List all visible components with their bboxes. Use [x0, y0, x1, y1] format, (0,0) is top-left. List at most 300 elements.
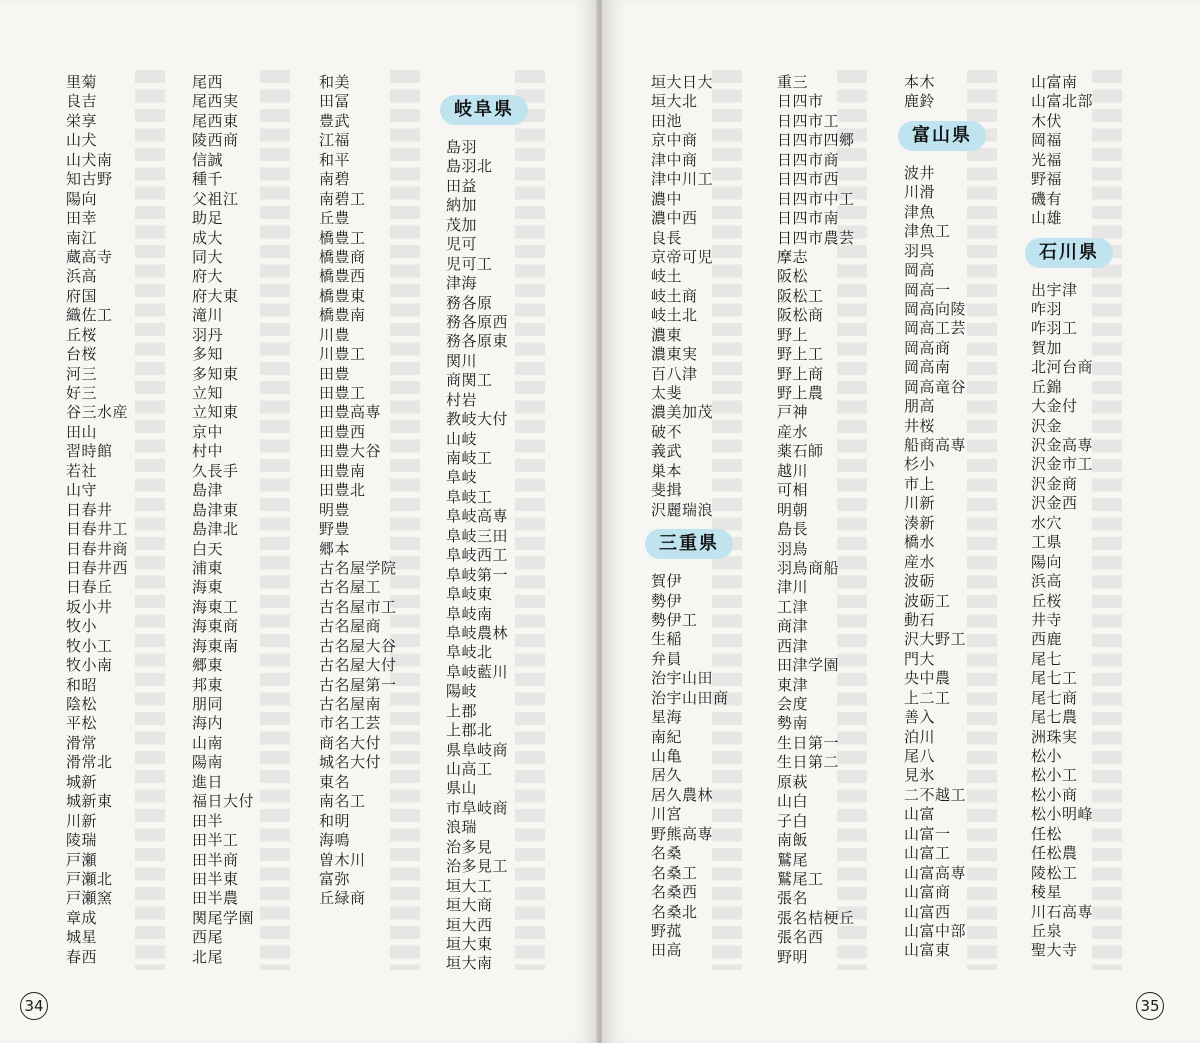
school-entry: 里菊 — [66, 73, 98, 91]
school-entry: 星海 — [651, 708, 683, 727]
school-entry: 松小明峰 — [1031, 805, 1094, 824]
school-entry: 日四市南 — [777, 209, 840, 228]
school-entry: 明豊 — [319, 500, 351, 519]
school-entry: 治多見工 — [446, 857, 509, 876]
school-entry: 尾七農 — [1031, 708, 1078, 727]
school-entry: 上二工 — [904, 688, 951, 707]
school-entry: 任松農 — [1031, 844, 1078, 863]
school-entry: 橋豊西 — [319, 267, 366, 286]
school-entry: 日春井工 — [66, 520, 129, 539]
school-entry: 名桑 — [651, 844, 683, 863]
school-entry: 京中商 — [651, 131, 698, 150]
school-entry: 大金付 — [1031, 397, 1078, 416]
school-entry: 郷本 — [319, 539, 351, 558]
school-entry: 和平 — [319, 150, 351, 169]
school-entry: 井桜 — [904, 416, 936, 435]
school-entry: 古名屋学院 — [319, 558, 397, 577]
school-list-col4 — [446, 86, 528, 974]
school-entry: 種千 — [192, 170, 224, 189]
school-entry: 勢伊工 — [651, 610, 698, 629]
school-entry: 南碧工 — [319, 189, 366, 208]
school-entry: 日四市工 — [777, 111, 840, 130]
school-entry: 古名屋第一 — [319, 675, 397, 694]
school-entry: 野熊高専 — [651, 824, 714, 843]
school-entry: 義武 — [651, 442, 683, 461]
school-entry: 日春丘 — [66, 578, 113, 597]
school-entry: 野明 — [777, 947, 809, 966]
school-entry: 滝川 — [192, 306, 224, 325]
school-entry: 田半東 — [192, 869, 239, 888]
school-entry: 岡福 — [1031, 131, 1063, 150]
school-entry: 名桑西 — [651, 883, 698, 902]
school-entry: 川石高専 — [1031, 902, 1094, 921]
school-entry: 習時館 — [66, 442, 113, 461]
school-entry: 日四市西 — [777, 170, 840, 189]
school-entry: 田幸 — [66, 209, 98, 228]
school-entry: 工県 — [1031, 533, 1063, 552]
school-entry: 県山 — [446, 779, 478, 798]
school-entry: 古名屋南 — [319, 695, 382, 713]
school-entry: 野上商 — [777, 364, 824, 383]
school-entry: 百八津 — [651, 364, 698, 383]
school-entry: 河三 — [66, 364, 98, 383]
school-entry: 明朝 — [777, 500, 809, 519]
school-entry: 垣大西 — [446, 915, 493, 934]
school-entry: 松小工 — [1031, 766, 1078, 785]
school-entry: 日春井 — [66, 500, 113, 519]
school-entry: 橋豊東 — [319, 286, 366, 305]
school-entry: 西尾 — [192, 928, 224, 947]
school-entry: 羽鳥商船 — [777, 558, 840, 577]
school-entry: 垣大南 — [446, 954, 493, 973]
school-entry: 白天 — [192, 539, 224, 558]
school-entry: 城新 — [66, 772, 98, 791]
school-entry: 岡高一 — [904, 280, 951, 299]
school-entry: 陽岐 — [446, 682, 478, 701]
school-entry: 島長 — [777, 520, 809, 539]
school-list-col3 — [904, 73, 986, 961]
school-entry: 多知 — [192, 345, 224, 364]
school-entry: 戸神 — [777, 403, 809, 422]
page-number: 35 — [1136, 992, 1164, 1020]
school-entry: 山犬南 — [66, 150, 113, 169]
school-entry: 橋豊工 — [319, 228, 366, 247]
school-entry: 陵西商 — [192, 131, 239, 150]
school-entry: 務各原 — [446, 293, 493, 312]
school-entry: 陰松 — [66, 695, 98, 713]
school-entry: 可相 — [777, 481, 809, 500]
school-entry: 島羽北 — [446, 157, 493, 176]
school-entry: 原萩 — [777, 772, 809, 791]
school-entry: 山富 — [904, 805, 936, 824]
school-entry: 岡高竜谷 — [904, 377, 967, 396]
school-entry: 滑常 — [66, 733, 98, 752]
school-list-col1 — [651, 73, 733, 961]
school-entry: 阪松工 — [777, 286, 824, 305]
school-entry: 朋高 — [904, 397, 936, 416]
prefecture-label: 石川県 — [1025, 238, 1113, 268]
school-entry: 沢金西 — [1031, 494, 1078, 513]
school-entry: 名桑工 — [651, 863, 698, 882]
school-entry: 納加 — [446, 196, 478, 215]
school-entry: 東津 — [777, 675, 809, 694]
school-entry: 居久 — [651, 766, 683, 785]
school-entry: 谷三水産 — [66, 403, 129, 422]
school-entry: 阜岐西工 — [446, 546, 509, 565]
prefecture-heading — [440, 91, 528, 130]
school-entry: 田豊北 — [319, 481, 366, 500]
school-entry: 坂小井 — [66, 597, 113, 616]
school-entry: 章成 — [66, 908, 98, 927]
school-entry: 太斐 — [651, 384, 683, 402]
school-entry: 西鹿 — [1031, 630, 1063, 649]
school-entry: 垣大工 — [446, 876, 493, 895]
school-entry: 南江 — [66, 228, 98, 247]
school-entry: 丘錦 — [1031, 377, 1063, 396]
school-entry: 摩志 — [777, 247, 809, 266]
school-entry: 阪松 — [777, 267, 809, 286]
school-entry: 尾八 — [904, 747, 936, 765]
school-entry: 産水 — [777, 422, 809, 441]
school-entry: 南飯 — [777, 831, 809, 850]
school-entry: 田豊工 — [319, 384, 366, 402]
school-entry: 濃美加茂 — [651, 403, 714, 422]
prefecture-heading — [645, 525, 733, 564]
school-entry: 会度 — [777, 695, 809, 713]
school-entry: 府大 — [192, 267, 224, 286]
school-entry: 川新 — [904, 494, 936, 513]
school-entry: 破不 — [651, 422, 683, 441]
school-list-col2 — [192, 73, 254, 967]
school-entry: 戸瀬 — [66, 850, 98, 869]
school-entry: 央中農 — [904, 669, 951, 688]
school-entry: 稜星 — [1031, 883, 1063, 902]
school-entry: 岡高向陵 — [904, 299, 967, 318]
school-entry: 阜岐第一 — [446, 565, 509, 584]
school-entry: 県阜岐商 — [446, 740, 509, 759]
school-entry: 沢金市工 — [1031, 455, 1094, 474]
school-entry: 日四市 — [777, 92, 824, 111]
school-entry: 織佐工 — [66, 306, 113, 325]
school-entry: 陽向 — [66, 189, 98, 208]
school-entry: 良長 — [651, 228, 683, 247]
school-entry: 曽木川 — [319, 850, 366, 869]
school-entry: 子白 — [777, 811, 809, 830]
school-entry: 陽南 — [192, 753, 224, 772]
school-entry: 杉小 — [904, 455, 936, 474]
left-page — [0, 0, 598, 1043]
school-entry: 田津学園 — [777, 656, 840, 675]
school-entry: 蔵高寺 — [66, 247, 113, 266]
school-entry: 丘泉 — [1031, 921, 1063, 940]
school-list-col2 — [777, 73, 855, 967]
school-entry: 阜岐南 — [446, 604, 493, 623]
school-entry: 海鳴 — [319, 831, 351, 850]
school-entry: 村岩 — [446, 390, 478, 409]
school-entry: 台桜 — [66, 345, 98, 364]
school-entry: 山富商 — [904, 883, 951, 902]
school-entry: 古名屋大谷 — [319, 636, 397, 655]
school-entry: 尾七 — [1031, 649, 1063, 668]
school-entry: 古名屋商 — [319, 617, 382, 636]
school-entry: 沢大野工 — [904, 630, 967, 649]
school-entry: 日春井商 — [66, 539, 129, 558]
school-entry: 二不越工 — [904, 785, 967, 804]
school-entry: 光福 — [1031, 150, 1063, 169]
school-entry: 山富工 — [904, 844, 951, 863]
school-entry: 橋豊商 — [319, 247, 366, 266]
school-entry: 阜岐三田 — [446, 526, 509, 545]
school-entry: 浜高 — [66, 267, 98, 286]
school-entry: 沢麗瑞浪 — [651, 500, 714, 519]
school-entry: 弁員 — [651, 649, 683, 668]
prefecture-label: 富山県 — [898, 121, 986, 151]
school-entry: 富弥 — [319, 869, 351, 888]
school-entry: 津海 — [446, 274, 478, 293]
page-number: 34 — [20, 992, 48, 1020]
school-entry: 波井 — [904, 163, 936, 182]
school-entry: 沢金高専 — [1031, 436, 1094, 454]
school-entry: 川滑 — [904, 183, 936, 202]
school-entry: 山亀 — [651, 747, 683, 765]
school-entry: 出宇津 — [1031, 280, 1078, 299]
school-entry: 信誠 — [192, 150, 224, 169]
school-entry: 賀伊 — [651, 572, 683, 591]
school-entry: 城新東 — [66, 792, 113, 811]
school-entry: 南岐工 — [446, 449, 493, 467]
school-entry: 田豊南 — [319, 461, 366, 480]
school-entry: 和美 — [319, 73, 351, 91]
school-entry: 船商高専 — [904, 436, 967, 454]
school-entry: 岡高商 — [904, 338, 951, 357]
school-entry: 井寺 — [1031, 610, 1063, 629]
school-entry: 丘緑商 — [319, 889, 366, 908]
school-entry: 茂加 — [446, 215, 478, 234]
school-entry: 濃中西 — [651, 209, 698, 228]
school-entry: 丘桜 — [1031, 591, 1063, 610]
school-entry: 阜岐工 — [446, 487, 493, 506]
school-entry: 久長手 — [192, 461, 239, 480]
school-entry: 山富一 — [904, 824, 951, 843]
school-entry: 日四市商 — [777, 150, 840, 169]
school-entry: 賀加 — [1031, 338, 1063, 357]
school-entry: 野上農 — [777, 384, 824, 402]
school-entry: 濃東 — [651, 325, 683, 344]
school-entry: 津中川工 — [651, 170, 714, 189]
school-entry: 上郡北 — [446, 721, 493, 740]
school-entry: 商津 — [777, 617, 809, 636]
school-entry: 田益 — [446, 176, 478, 195]
school-entry: 善入 — [904, 708, 936, 727]
school-entry: 丘桜 — [66, 325, 98, 344]
school-entry: 薬石師 — [777, 442, 824, 461]
school-entry: 和昭 — [66, 675, 98, 694]
school-entry: 日四市中工 — [777, 189, 855, 208]
right-page — [602, 0, 1200, 1043]
school-entry: 牧小 — [66, 617, 98, 636]
school-entry: 児可 — [446, 235, 478, 254]
school-entry: 市名工芸 — [319, 714, 382, 733]
school-entry: 生日第一 — [777, 733, 840, 752]
school-entry: 進日 — [192, 772, 224, 791]
school-entry: 垣大東 — [446, 934, 493, 953]
school-entry: 阜岐農林 — [446, 623, 509, 642]
school-entry: 斐揖 — [651, 481, 683, 500]
school-entry: 野菰 — [651, 921, 683, 940]
school-entry: 山白 — [777, 792, 809, 811]
school-entry: 教岐大付 — [446, 410, 509, 429]
school-entry: 京中 — [192, 422, 224, 441]
school-entry: 成大 — [192, 228, 224, 247]
school-entry: 島津 — [192, 481, 224, 500]
school-entry: 栄享 — [66, 111, 98, 130]
school-entry: 阜岐高専 — [446, 507, 509, 526]
school-entry: 木伏 — [1031, 111, 1063, 130]
school-entry: 同大 — [192, 247, 224, 266]
school-entry: 海内 — [192, 714, 224, 733]
school-entry: 村中 — [192, 442, 224, 461]
school-entry: 助足 — [192, 209, 224, 228]
prefecture-heading — [898, 117, 986, 156]
prefecture-label: 三重県 — [645, 529, 733, 559]
school-entry: 山富北部 — [1031, 92, 1094, 111]
school-entry: 尾西 — [192, 73, 224, 91]
school-entry: 鷲尾 — [777, 850, 809, 869]
school-entry: 陵松工 — [1031, 863, 1078, 882]
school-entry: 若社 — [66, 461, 98, 480]
school-entry: 岐土 — [651, 267, 683, 286]
school-entry: 商名大付 — [319, 733, 382, 752]
school-entry: 海東 — [192, 578, 224, 597]
school-entry: 門大 — [904, 649, 936, 668]
school-entry: 豊武 — [319, 111, 351, 130]
prefecture-heading — [1025, 234, 1113, 273]
school-entry: 児可工 — [446, 254, 493, 273]
school-entry: 市阜岐商 — [446, 798, 509, 817]
school-entry: 垣大日大 — [651, 73, 714, 91]
school-entry: 名桑北 — [651, 902, 698, 921]
school-entry: 上郡 — [446, 701, 478, 720]
school-list-col4 — [1031, 73, 1113, 961]
school-entry: 田池 — [651, 111, 683, 130]
school-entry: 張名西 — [777, 928, 824, 947]
school-entry: 邦東 — [192, 675, 224, 694]
school-entry: 南紀 — [651, 727, 683, 746]
school-entry: 津魚 — [904, 202, 936, 221]
school-entry: 城名大付 — [319, 753, 382, 772]
school-entry: 泊川 — [904, 727, 936, 746]
school-entry: 戸瀬窯 — [66, 889, 113, 908]
school-entry: 立知 — [192, 384, 224, 402]
school-entry: 治宇山田 — [651, 669, 714, 688]
school-entry: 春西 — [66, 947, 98, 966]
school-entry: 咋羽 — [1031, 299, 1063, 318]
school-entry: 城星 — [66, 928, 98, 947]
school-entry: 鹿鈴 — [904, 92, 936, 111]
school-entry: 張名桔梗丘 — [777, 908, 855, 927]
school-entry: 郷東 — [192, 656, 224, 675]
school-entry: 府大東 — [192, 286, 239, 305]
school-entry: 山富中部 — [904, 921, 967, 940]
school-entry: 岡高工芸 — [904, 319, 967, 338]
school-entry: 陵瑞 — [66, 831, 98, 850]
school-entry: 古名屋大付 — [319, 656, 397, 675]
school-entry: 滑常北 — [66, 753, 113, 772]
school-entry: 居久農林 — [651, 785, 714, 804]
school-entry: 津中商 — [651, 150, 698, 169]
school-entry: 川豊工 — [319, 345, 366, 364]
school-entry: 岡高 — [904, 261, 936, 280]
school-entry: 田半工 — [192, 831, 239, 850]
school-entry: 沢金商 — [1031, 474, 1078, 493]
school-entry: 野福 — [1031, 170, 1063, 189]
school-entry: 牧小工 — [66, 636, 113, 655]
school-entry: 山富東 — [904, 941, 951, 960]
school-entry: 尾西東 — [192, 111, 239, 130]
school-entry: 阜岐 — [446, 468, 478, 487]
school-entry: 好三 — [66, 384, 98, 402]
school-entry: 島津北 — [192, 520, 239, 539]
school-entry: 浜高 — [1031, 572, 1063, 591]
school-entry: 治多見 — [446, 837, 493, 856]
school-entry: 牧小南 — [66, 656, 113, 675]
school-entry: 橋豊南 — [319, 306, 366, 325]
school-entry: 生日第二 — [777, 753, 840, 772]
school-entry: 知古野 — [66, 170, 113, 189]
school-entry: 田冨 — [319, 92, 351, 111]
school-entry: 朋同 — [192, 695, 224, 713]
school-entry: 津魚工 — [904, 222, 951, 241]
school-entry: 越川 — [777, 461, 809, 480]
school-entry: 島津東 — [192, 500, 239, 519]
school-entry: 関尾学園 — [192, 908, 255, 927]
school-entry: 田山 — [66, 422, 98, 441]
school-entry: 東名 — [319, 772, 351, 791]
school-entry: 垣大北 — [651, 92, 698, 111]
school-entry: 波砺工 — [904, 591, 951, 610]
school-entry: 田半商 — [192, 850, 239, 869]
school-entry: 生稲 — [651, 630, 683, 649]
school-entry: 北河台商 — [1031, 358, 1094, 377]
school-entry: 田豊高専 — [319, 403, 382, 422]
school-entry: 海東工 — [192, 597, 239, 616]
school-entry: 山富西 — [904, 902, 951, 921]
school-entry: 古名屋市工 — [319, 597, 397, 616]
school-entry: 良吉 — [66, 92, 98, 111]
school-entry: 治宇山田商 — [651, 688, 729, 707]
school-entry: 聖大寺 — [1031, 941, 1078, 960]
school-entry: 務各原東 — [446, 332, 509, 351]
school-entry: 湊新 — [904, 513, 936, 532]
school-entry: 阜岐東 — [446, 585, 493, 604]
school-entry: 巣本 — [651, 461, 683, 480]
school-entry: 府国 — [66, 286, 98, 305]
school-entry: 田豊大谷 — [319, 442, 382, 461]
school-entry: 山富高専 — [904, 863, 967, 882]
school-entry: 濃東実 — [651, 345, 698, 364]
school-entry: 川新 — [66, 811, 98, 830]
school-entry: 山守 — [66, 481, 98, 500]
school-entry: 関川 — [446, 351, 478, 370]
school-entry: 川宮 — [651, 805, 683, 824]
school-entry: 重三 — [777, 73, 809, 91]
school-entry: 野上工 — [777, 345, 824, 364]
school-entry: 沢金 — [1031, 416, 1063, 435]
school-entry: 咋羽工 — [1031, 319, 1078, 338]
school-entry: 川豊 — [319, 325, 351, 344]
school-entry: 北尾 — [192, 947, 224, 966]
school-entry: 田半農 — [192, 889, 239, 908]
